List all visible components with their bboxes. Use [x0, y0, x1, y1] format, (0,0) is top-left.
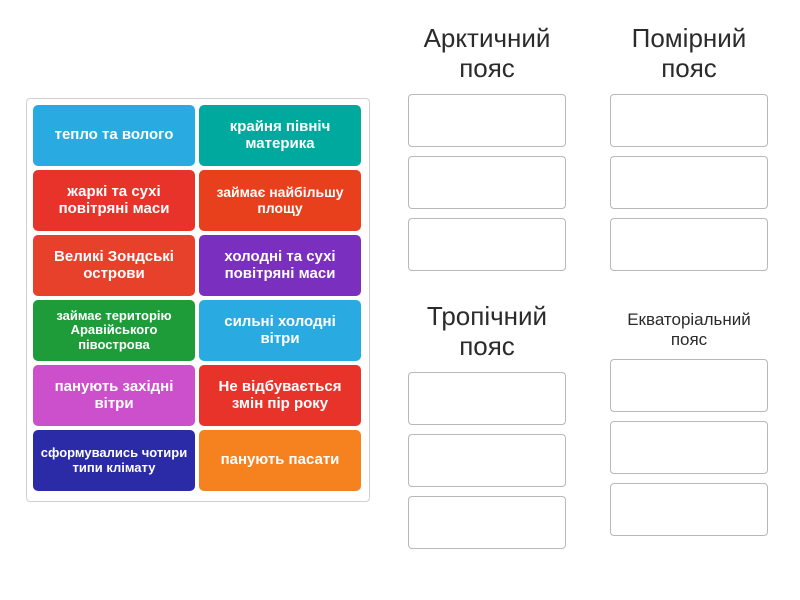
draggable-tile[interactable]: займає територію Аравійського півострова	[33, 300, 195, 361]
draggable-answers-grid	[33, 105, 365, 491]
drop-slot[interactable]	[610, 483, 768, 536]
drop-slot-list	[610, 94, 768, 271]
draggable-tile[interactable]: панують західні вітри	[33, 365, 195, 426]
category-title: Помірний пояс	[631, 23, 747, 83]
category-title: Арктичний пояс	[423, 23, 551, 83]
drop-slot[interactable]	[408, 434, 566, 487]
drop-slot-list	[408, 372, 566, 549]
drop-slot[interactable]	[408, 156, 566, 209]
category-column-arctic	[408, 24, 566, 280]
draggable-tile[interactable]: тепло та волого	[33, 105, 195, 166]
drop-slot[interactable]	[610, 359, 768, 412]
drop-slot[interactable]	[610, 156, 768, 209]
drop-slot[interactable]	[610, 94, 768, 147]
draggable-tile[interactable]: Не відбувається змін пір року	[199, 365, 361, 426]
draggable-tile[interactable]: сформувались чотири типи клімату	[33, 430, 195, 491]
draggable-tile[interactable]: крайня північ материка	[199, 105, 361, 166]
category-column-temperate	[610, 24, 768, 280]
draggable-answers-panel	[26, 98, 370, 502]
drop-slot[interactable]	[408, 496, 566, 549]
drop-slot[interactable]	[610, 218, 768, 271]
draggable-tile[interactable]: холодні та сухі повітряні маси	[199, 235, 361, 296]
draggable-tile[interactable]: Великі Зондські острови	[33, 235, 195, 296]
category-title: Тропічний пояс	[426, 301, 548, 361]
drop-slot[interactable]	[610, 421, 768, 474]
draggable-tile[interactable]: сильні холодні вітри	[199, 300, 361, 361]
drop-slot-list	[610, 359, 768, 536]
category-column-tropical	[408, 302, 566, 558]
drop-slot-list	[408, 94, 566, 271]
draggable-tile[interactable]: жаркі та сухі повітряні маси	[33, 170, 195, 231]
category-column-equatorial	[610, 310, 768, 545]
drop-slot[interactable]	[408, 372, 566, 425]
category-title: Екваторіальний пояс	[627, 310, 751, 349]
draggable-tile[interactable]: панують пасати	[199, 430, 361, 491]
drop-slot[interactable]	[408, 94, 566, 147]
draggable-tile[interactable]: займає найбільшу площу	[199, 170, 361, 231]
drop-slot[interactable]	[408, 218, 566, 271]
